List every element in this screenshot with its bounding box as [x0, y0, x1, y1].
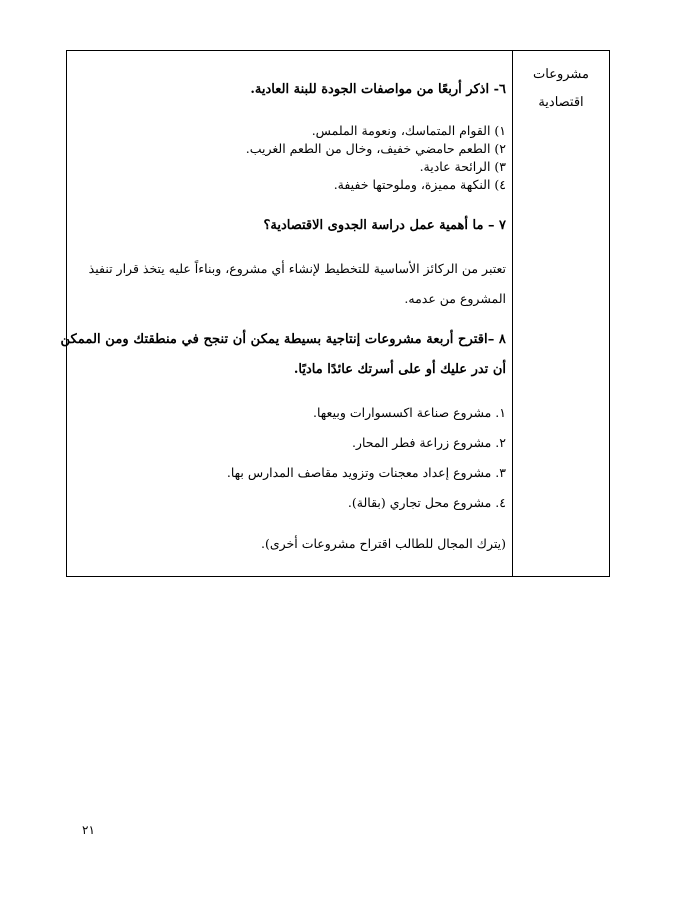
q8-item-2: ٢. مشروع زراعة فطر المحار. — [351, 435, 506, 450]
q8-item-1: ١. مشروع صناعة اكسسوارات وبيعها. — [313, 405, 506, 420]
question-8-title-line1: ٨ –اقترح أربعة مشروعات إنتاجية بسيطة يمكن أن تنجح في منطقتك ومن الممكن — [60, 332, 506, 347]
content-table — [60, 50, 610, 577]
q6-item-3: ٣) الرائحة عادية. — [419, 159, 506, 174]
q8-item-4: ٤. مشروع محل تجاري (بقالة). — [347, 495, 506, 510]
q6-item-1: ١) القوام المتماسك، ونعومة الملمس. — [311, 123, 506, 138]
answers-column — [60, 51, 512, 576]
q8-item-3: ٣. مشروع إعداد معجنات وتزويد مقاصف المدارس بها. — [226, 465, 506, 480]
subject-column — [512, 51, 609, 576]
q7-answer-line1: تعتبر من الركائز الأساسية للتخطيط لإنشاء أي مشروع، وبناءاً عليه يتخذ قرار تنفيذ — [88, 261, 506, 276]
question-8-title-line2: أن تدر عليك أو على أسرتك عائدًا ماديًا. — [293, 362, 506, 377]
subject-label-line2: اقتصادية — [538, 95, 584, 110]
q7-answer-line2: المشروع من عدمه. — [404, 291, 506, 306]
q8-note: (يترك المجال للطالب اقتراح مشروعات أخرى). — [261, 536, 506, 551]
question-7-title: ٧ – ما أهمية عمل دراسة الجدوى الاقتصادية؟ — [263, 218, 506, 233]
q6-item-2: ٢) الطعم حامضي خفيف، وخال من الطعم الغريب. — [245, 141, 506, 156]
subject-label-line1: مشروعات — [533, 67, 589, 82]
page-number: ٢١ — [82, 823, 95, 837]
q6-item-4: ٤) النكهة مميزة، وملوحتها خفيفة. — [333, 177, 506, 192]
question-6-title: ٦- اذكر أربعًا من مواصفات الجودة للبنة العادية. — [250, 82, 506, 97]
